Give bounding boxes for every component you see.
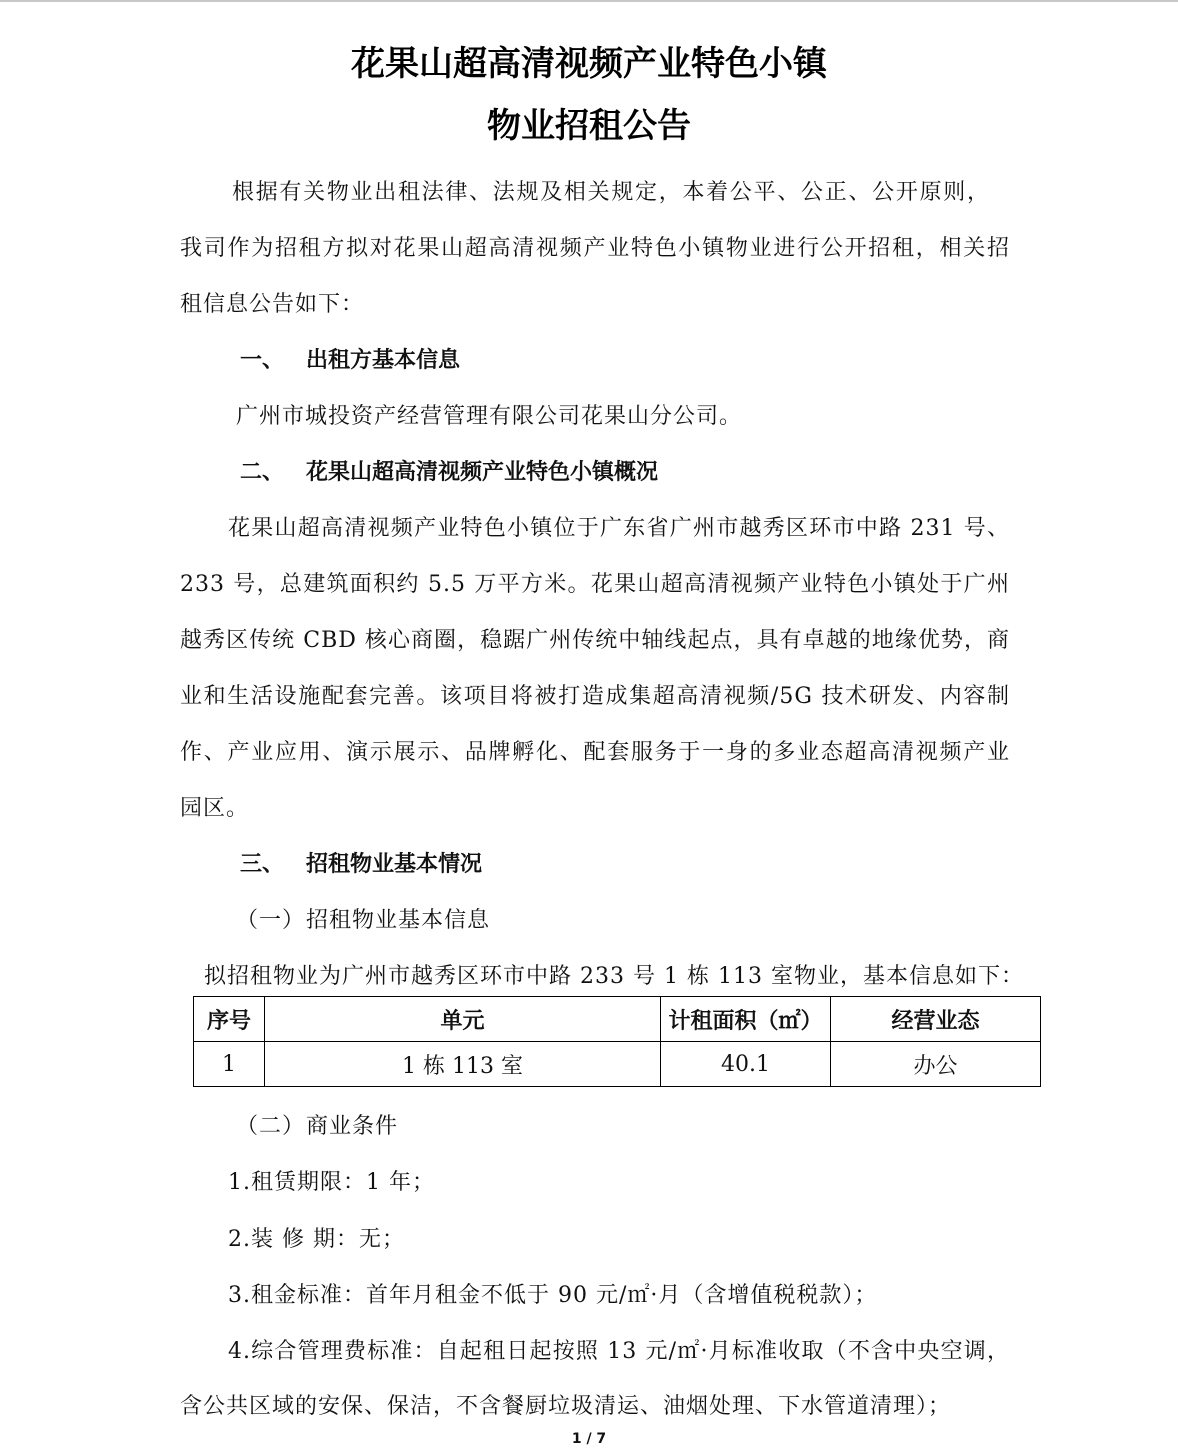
header-unit: 单元 — [265, 997, 661, 1042]
header-index: 序号 — [194, 997, 265, 1042]
section-2-line-1: 花果山超高清视频产业特色小镇位于广东省广州市越秀区环市中路 231 号、 — [228, 516, 1010, 541]
subsection-2-heading — [236, 1112, 398, 1142]
section-1-number: 一、 — [240, 348, 285, 373]
cell-index: 1 — [194, 1042, 265, 1087]
section-1-title: 出租方基本信息 — [306, 348, 461, 373]
section-1-heading — [240, 346, 460, 376]
condition-rent-standard: 3.租金标准：首年月租金不低于 90 元/㎡·月（含增值税税款）； — [228, 1283, 878, 1308]
cell-unit: 1 栋 113 室 — [265, 1042, 661, 1087]
subsection-1-number: （一） — [236, 908, 306, 933]
page-number: 1 / 7 — [571, 1431, 607, 1447]
section-3-number: 三、 — [240, 852, 285, 877]
section-3-heading — [240, 850, 482, 880]
section-2-line-3: 越秀区传统 CBD 核心商圈，稳踞广州传统中轴线起点，具有卓越的地缘优势，商 — [180, 628, 1010, 653]
section-2-number: 二、 — [240, 460, 285, 485]
condition-lease-term: 1.租赁期限：1 年； — [228, 1170, 435, 1195]
condition-fitout-period: 2.装 修 期：无； — [228, 1227, 405, 1252]
condition-management-fee: 4.综合管理费标准：自起租日起按照 13 元/㎡·月标准收取（不含中央空调， — [228, 1339, 1010, 1364]
condition-management-fee-cont: 含公共区域的安保、保洁，不含餐厨垃圾清运、油烟处理、下水管道清理）； — [180, 1394, 952, 1419]
section-2-line-2: 233 号，总建筑面积约 5.5 万平方米。花果山超高清视频产业特色小镇处于广州 — [180, 572, 1010, 597]
header-usage: 经营业态 — [831, 997, 1041, 1042]
header-area: 计租面积（㎡） — [661, 997, 831, 1042]
subsection-2-number: （二） — [236, 1114, 306, 1139]
section-2-title: 花果山超高清视频产业特色小镇概况 — [306, 460, 659, 485]
subsection-2-label: 商业条件 — [306, 1114, 399, 1139]
intro-line-1: 根据有关物业出租法律、法规及相关规定，本着公平、公正、公开原则， — [232, 180, 990, 205]
section-2-line-4: 业和生活设施配套完善。该项目将被打造成集超高清视频/5G 技术研发、内容制 — [180, 684, 1010, 709]
table-row — [194, 1042, 1041, 1087]
intro-line-3: 租信息公告如下： — [180, 292, 365, 317]
property-table — [193, 996, 1041, 1087]
section-2-line-6: 园区。 — [180, 796, 250, 821]
section-2-heading — [240, 458, 658, 488]
subsection-1-label: 招租物业基本信息 — [306, 908, 491, 933]
subsection-1-heading — [236, 906, 490, 936]
section-2-line-5: 作、产业应用、演示展示、品牌孵化、配套服务于一身的多业态超高清视频产业 — [180, 740, 1010, 765]
document-title-line-1: 花果山超高清视频产业特色小镇 — [351, 44, 827, 84]
section-3-title: 招租物业基本情况 — [306, 852, 483, 877]
table-intro: 拟招租物业为广州市越秀区环市中路 233 号 1 栋 113 室物业，基本信息如下： — [204, 964, 1024, 989]
cell-area: 40.1 — [661, 1042, 831, 1087]
top-border — [0, 0, 1178, 2]
table-header-row — [194, 997, 1041, 1042]
cell-usage: 办公 — [831, 1042, 1041, 1087]
section-1-body: 广州市城投资产经营管理有限公司花果山分公司。 — [236, 404, 743, 429]
intro-line-2: 我司作为招租方拟对花果山超高清视频产业特色小镇物业进行公开招租，相关招 — [180, 236, 1010, 261]
document-title-line-2: 物业招租公告 — [487, 106, 691, 146]
